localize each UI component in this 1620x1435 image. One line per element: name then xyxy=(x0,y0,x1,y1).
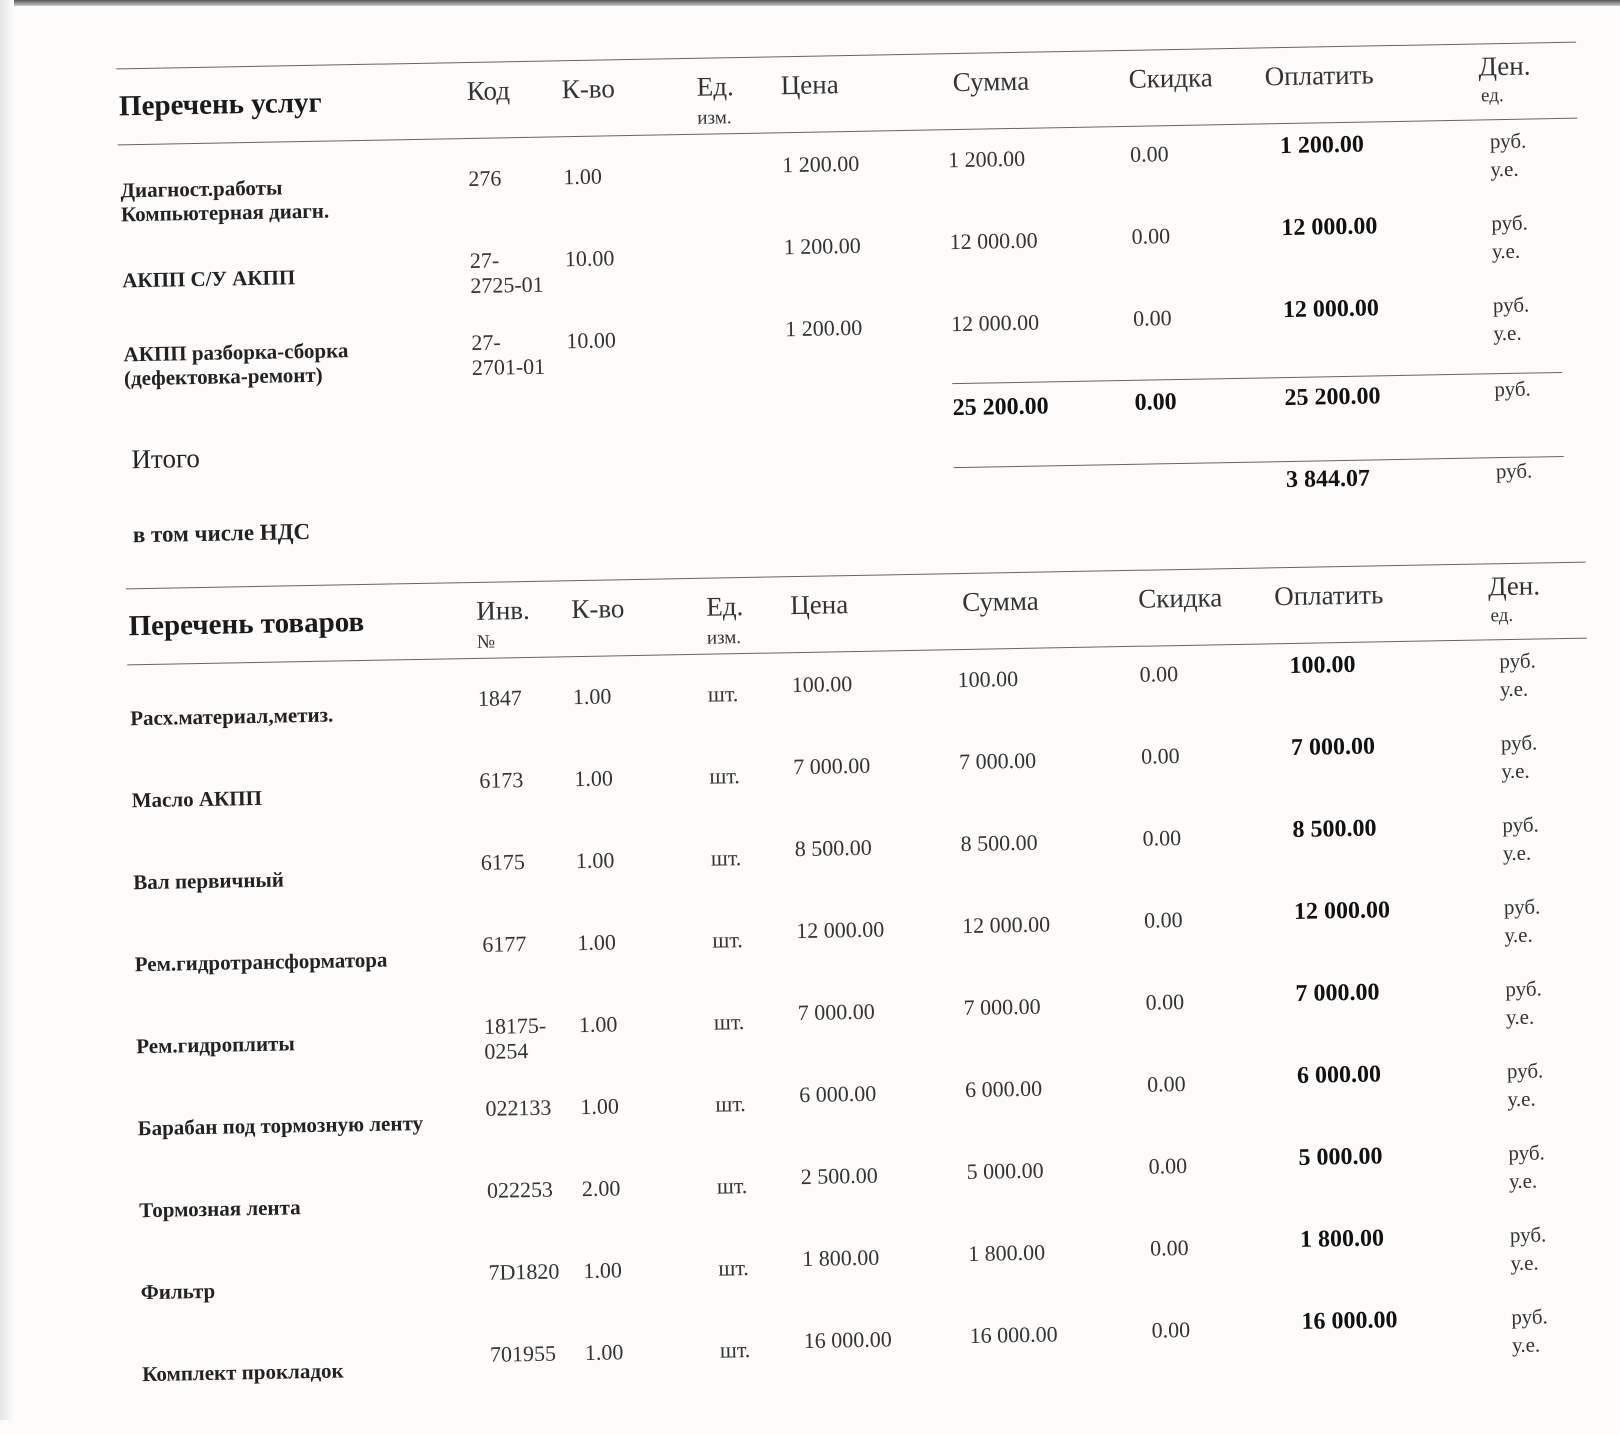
row-name: АКПП С/У АКПП xyxy=(121,265,296,293)
row-currency: руб. xyxy=(1503,894,1541,920)
row-qty: 1.00 xyxy=(577,929,617,956)
row-name: Рем.гидроплиты xyxy=(136,1031,295,1059)
vat-currency: руб. xyxy=(1495,458,1533,484)
row-unit: шт. xyxy=(707,681,739,707)
row-pay: 1 200.00 xyxy=(1279,131,1365,160)
row-unit: шт. xyxy=(712,927,744,953)
total-label: Итого xyxy=(131,442,201,475)
row-name: Вал первичный xyxy=(133,867,285,895)
row-name: Диагност.работы Компьютерная диагн. xyxy=(120,175,330,227)
column-header-discount: Скидка xyxy=(1128,62,1213,94)
row-sum: 7 000.00 xyxy=(963,993,1041,1021)
column-header-code: Инв. xyxy=(476,594,531,626)
row-qty: 2.00 xyxy=(581,1175,621,1202)
row-currency: руб. xyxy=(1492,292,1530,318)
row-qty: 1.00 xyxy=(574,765,614,792)
row-code: 27- 2725-01 xyxy=(469,247,544,299)
row-pay: 12 000.00 xyxy=(1281,213,1378,242)
row-price: 100.00 xyxy=(791,671,853,698)
row-unit: шт. xyxy=(718,1255,750,1281)
row-name: Масло АКПП xyxy=(131,785,263,813)
row-unit: шт. xyxy=(709,763,741,789)
vat-line xyxy=(954,456,1564,468)
column-header-currency: Ден. xyxy=(1487,570,1541,602)
row-currency: руб. xyxy=(1491,210,1528,236)
row-sum: 5 000.00 xyxy=(966,1157,1044,1185)
row-currency: руб. xyxy=(1508,1140,1546,1166)
row-sum: 1 800.00 xyxy=(967,1239,1046,1267)
row-pay: 6 000.00 xyxy=(1296,1061,1382,1089)
row-price: 1 200.00 xyxy=(783,232,861,260)
row-code: 701955 xyxy=(489,1340,557,1367)
row-qty: 1.00 xyxy=(563,163,603,190)
row-currency: руб. xyxy=(1499,648,1537,674)
column-header-qty: К-во xyxy=(561,73,616,105)
row-currency-alt: у.е. xyxy=(1502,840,1532,866)
row-code: 022253 xyxy=(486,1176,554,1203)
row-unit: шт. xyxy=(719,1337,751,1363)
column-header-price: Цена xyxy=(780,69,839,101)
row-pay: 1 800.00 xyxy=(1299,1225,1385,1253)
row-qty: 1.00 xyxy=(583,1257,623,1284)
row-discount: 0.00 xyxy=(1140,743,1180,769)
column-header-sum: Сумма xyxy=(952,65,1030,98)
row-sum: 100.00 xyxy=(957,666,1019,693)
row-code: 1847 xyxy=(477,685,523,711)
row-currency-alt: у.е. xyxy=(1508,1168,1538,1194)
row-sum: 12 000.00 xyxy=(950,309,1040,337)
vat-label: в том числе НДС xyxy=(132,518,311,548)
row-code: 276 xyxy=(468,165,502,191)
row-discount: 0.00 xyxy=(1149,1234,1189,1261)
row-name: Барабан под тормозную ленту xyxy=(137,1110,424,1141)
total-pay: 25 200.00 xyxy=(1284,383,1381,412)
section-title: Перечень товаров xyxy=(128,605,365,643)
row-price: 7 000.00 xyxy=(797,998,875,1026)
row-code: 18175- 0254 xyxy=(483,1012,547,1065)
column-header-sum: Сумма xyxy=(961,585,1039,618)
row-currency-alt: у.е. xyxy=(1510,1250,1539,1276)
row-currency: руб. xyxy=(1502,812,1540,838)
row-discount: 0.00 xyxy=(1146,1071,1186,1097)
row-pay: 12 000.00 xyxy=(1293,897,1391,925)
row-pay: 7 000.00 xyxy=(1290,733,1376,762)
row-currency-alt: у.е. xyxy=(1507,1086,1536,1112)
column-header-unit: Ед. xyxy=(696,71,734,102)
column-header-code: Код xyxy=(466,75,511,107)
row-pay: 8 500.00 xyxy=(1292,815,1377,843)
row-discount: 0.00 xyxy=(1139,661,1179,687)
row-price: 8 500.00 xyxy=(794,834,872,862)
row-sum: 7 000.00 xyxy=(958,747,1037,775)
row-name: Рем.гидротрансформатора xyxy=(134,947,388,977)
row-name: Фильтр xyxy=(140,1278,216,1305)
column-header-unit: Ед. xyxy=(705,591,744,622)
row-discount: 0.00 xyxy=(1151,1316,1191,1343)
column-header-unit-sub: изм. xyxy=(706,627,742,649)
row-currency: руб. xyxy=(1500,730,1538,756)
row-price: 1 200.00 xyxy=(781,150,860,178)
row-currency: руб. xyxy=(1506,1058,1544,1084)
row-pay: 100.00 xyxy=(1289,651,1356,680)
column-header-discount: Скидка xyxy=(1137,582,1223,614)
row-price: 12 000.00 xyxy=(795,916,885,944)
column-header-currency-sub: ед. xyxy=(1480,85,1504,107)
row-code: 7D1820 xyxy=(488,1258,560,1285)
row-name: Комплект прокладок xyxy=(142,1358,344,1387)
row-discount: 0.00 xyxy=(1145,989,1185,1015)
row-currency: руб. xyxy=(1489,128,1527,154)
row-currency-alt: у.е. xyxy=(1490,156,1519,182)
row-code: 27- 2701-01 xyxy=(471,329,546,381)
row-sum: 8 500.00 xyxy=(960,829,1038,857)
row-discount: 0.00 xyxy=(1148,1152,1188,1179)
total-line xyxy=(952,372,1562,384)
row-qty: 10.00 xyxy=(564,245,615,272)
row-qty: 1.00 xyxy=(572,683,612,710)
row-unit: шт. xyxy=(715,1091,747,1117)
row-currency-alt: у.е. xyxy=(1493,320,1522,346)
row-sum: 1 200.00 xyxy=(947,145,1026,173)
row-pay: 7 000.00 xyxy=(1295,979,1380,1007)
section-title: Перечень услуг xyxy=(118,86,322,123)
header-bottom-line xyxy=(127,638,1587,666)
row-sum: 16 000.00 xyxy=(969,1321,1058,1348)
row-unit: шт. xyxy=(713,1009,745,1035)
row-price: 7 000.00 xyxy=(792,752,871,780)
row-unit: шт. xyxy=(716,1173,748,1199)
row-code: 022133 xyxy=(485,1094,552,1121)
row-currency: руб. xyxy=(1505,976,1543,1002)
row-qty: 1.00 xyxy=(580,1093,620,1120)
row-currency: руб. xyxy=(1511,1304,1549,1330)
column-header-unit-sub: изм. xyxy=(697,107,732,129)
row-pay: 16 000.00 xyxy=(1301,1307,1398,1335)
row-discount: 0.00 xyxy=(1143,907,1183,933)
row-price: 1 200.00 xyxy=(784,314,863,342)
column-header-pay: Оплатить xyxy=(1273,579,1384,612)
row-code: 6177 xyxy=(482,931,527,957)
row-name: Расх.материал,метиз. xyxy=(130,702,334,731)
vat-pay: 3 844.07 xyxy=(1285,465,1371,494)
row-discount: 0.00 xyxy=(1132,305,1172,331)
row-discount: 0.00 xyxy=(1131,223,1171,249)
total-currency: руб. xyxy=(1494,376,1532,402)
row-code: 6173 xyxy=(479,767,524,793)
column-header-code-sub: № xyxy=(476,631,496,653)
row-currency-alt: у.е. xyxy=(1499,676,1529,702)
row-qty: 1.00 xyxy=(578,1011,618,1038)
column-header-pay: Оплатить xyxy=(1264,59,1374,92)
row-discount: 0.00 xyxy=(1129,141,1169,167)
row-name: АКПП разборка-сборка (дефектовка-ремонт) xyxy=(123,338,349,391)
row-name: Тормозная лента xyxy=(139,1195,301,1223)
row-currency-alt: у.е. xyxy=(1505,1004,1535,1030)
column-header-currency: Ден. xyxy=(1478,50,1531,82)
row-currency-alt: у.е. xyxy=(1491,238,1521,264)
row-qty: 10.00 xyxy=(566,327,617,354)
row-unit: шт. xyxy=(710,845,742,871)
row-sum: 12 000.00 xyxy=(961,911,1051,939)
row-sum: 6 000.00 xyxy=(964,1075,1043,1103)
row-currency-alt: у.е. xyxy=(1501,758,1530,784)
column-header-qty: К-во xyxy=(571,593,625,625)
row-currency: руб. xyxy=(1509,1222,1547,1248)
row-price: 2 500.00 xyxy=(800,1162,878,1190)
row-currency-alt: у.е. xyxy=(1504,922,1533,948)
total-discount: 0.00 xyxy=(1134,389,1177,416)
row-price: 1 800.00 xyxy=(802,1244,880,1272)
row-discount: 0.00 xyxy=(1142,825,1182,851)
row-sum: 12 000.00 xyxy=(949,227,1038,255)
total-sum: 25 200.00 xyxy=(952,393,1049,422)
row-currency-alt: у.е. xyxy=(1511,1332,1541,1358)
row-price: 6 000.00 xyxy=(799,1080,877,1108)
row-pay: 5 000.00 xyxy=(1298,1143,1383,1171)
column-header-price: Цена xyxy=(789,589,849,621)
row-code: 6175 xyxy=(480,849,526,875)
column-header-currency-sub: ед. xyxy=(1490,604,1514,627)
row-qty: 1.00 xyxy=(584,1339,624,1366)
row-qty: 1.00 xyxy=(575,847,615,874)
row-price: 16 000.00 xyxy=(803,1326,892,1354)
row-pay: 12 000.00 xyxy=(1282,295,1380,324)
